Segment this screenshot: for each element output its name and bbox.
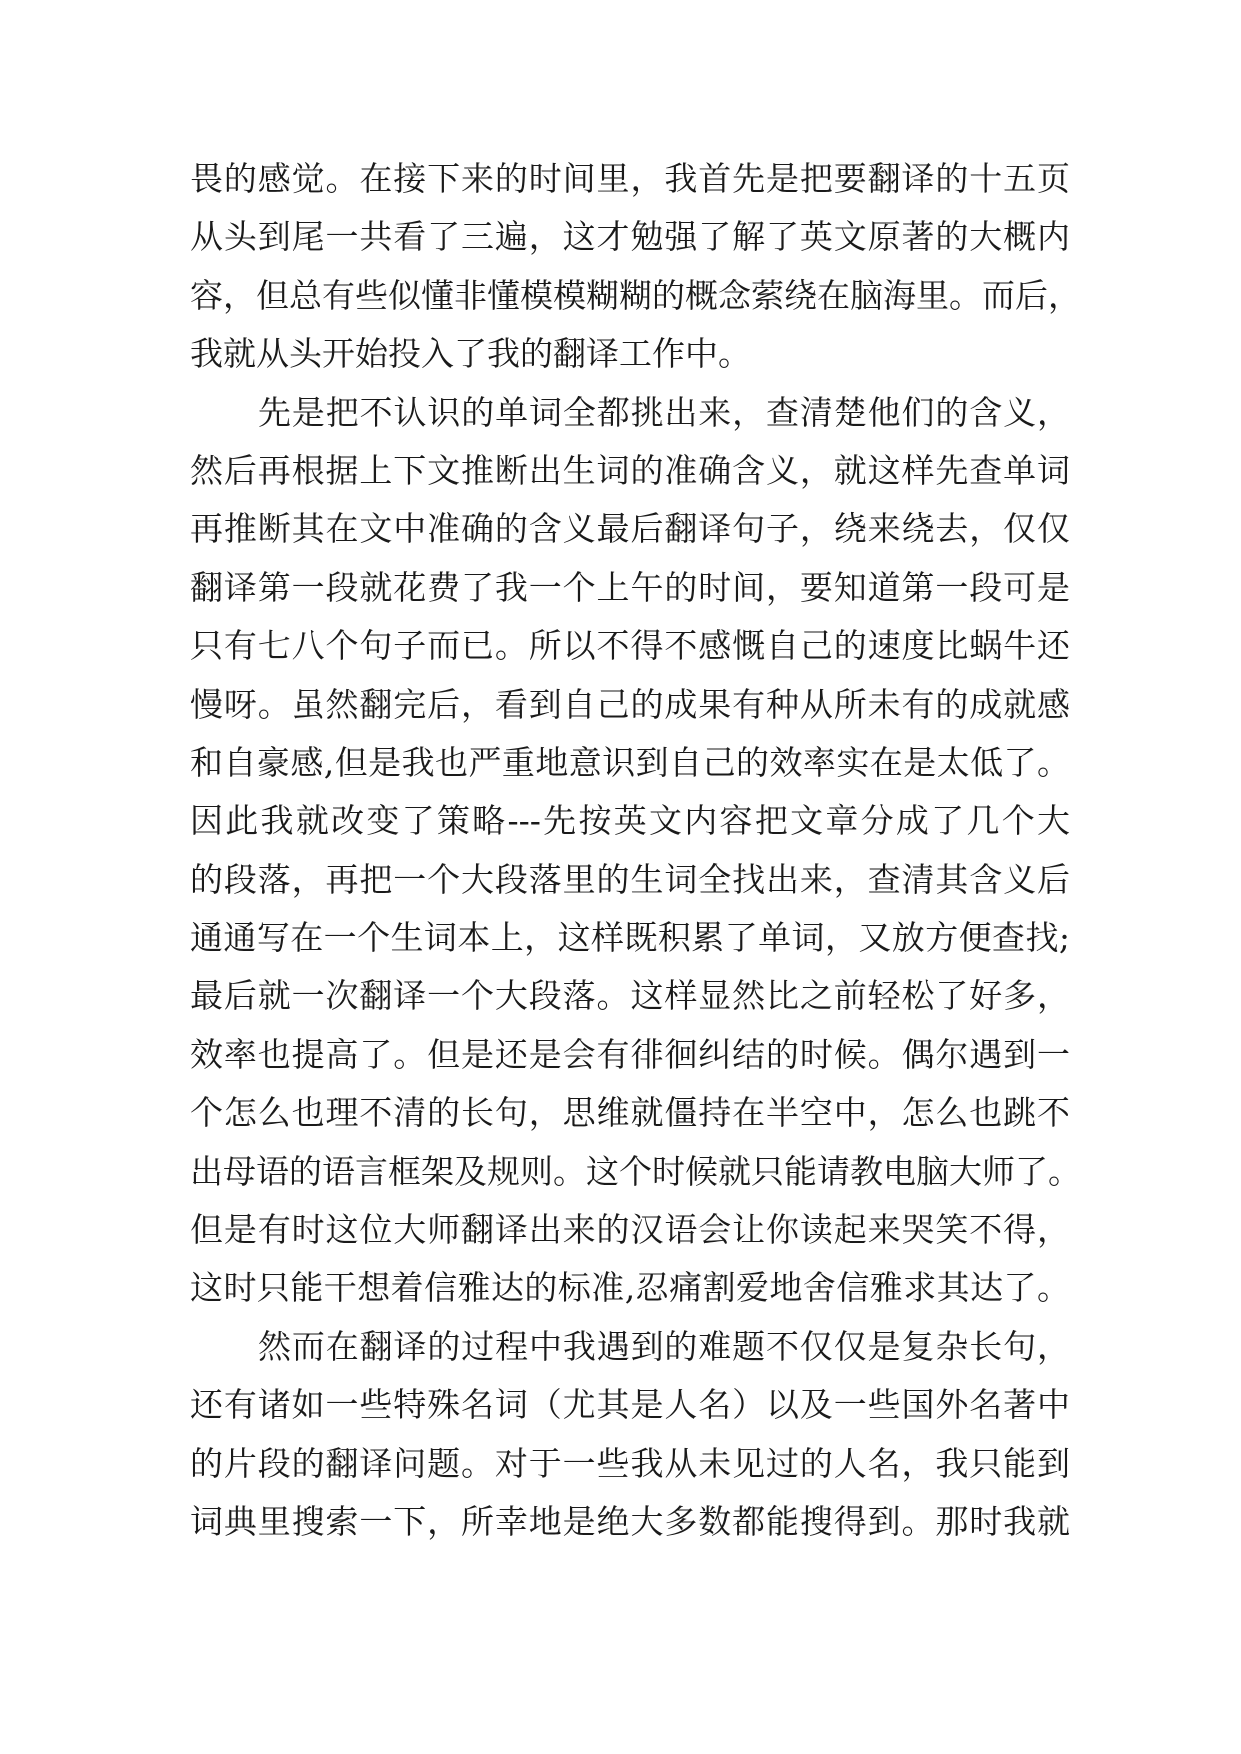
- text-line: 先是把不认识的单词全都挑出来，查清楚他们的含义，: [258, 392, 1070, 432]
- text-line: 慢呀。虽然翻完后，看到自己的成果有种从所未有的成就感: [190, 684, 1070, 724]
- text-line: 从头到尾一共看了三遍，这才勉强了解了英文原著的大概内: [190, 217, 1070, 257]
- text-line: 然后再根据上下文推断出生词的准确含义，就这样先查单词: [190, 450, 1070, 490]
- text-line: 的段落，再把一个大段落里的生词全找出来，查清其含义后: [190, 859, 1070, 899]
- text-line: 词典里搜索一下，所幸地是绝大多数都能搜得到。那时我就: [190, 1501, 1070, 1541]
- text-line: 容，但总有些似懂非懂模模糊糊的概念萦绕在脑海里。而后，: [190, 275, 1081, 315]
- body-text: [190, 150, 1081, 1551]
- text-line: 效率也提高了。但是还是会有徘徊纠结的时候。偶尔遇到一: [190, 1034, 1070, 1074]
- text-line: 通通写在一个生词本上，这样既积累了单词，又放方便查找;: [190, 918, 1070, 958]
- text-line: 的片段的翻译问题。对于一些我从未见过的人名，我只能到: [190, 1443, 1070, 1483]
- text-line: 只有七八个句子而已。所以不得不感慨自己的速度比蜗牛还: [190, 626, 1070, 666]
- text-line: 因此我就改变了策略---先按英文内容把文章分成了几个大: [190, 801, 1070, 841]
- text-line: 我就从头开始投入了我的翻译工作中。: [190, 334, 751, 374]
- text-line: 还有诸如一些特殊名词（尤其是人名）以及一些国外名著中: [190, 1385, 1070, 1425]
- text-line: 然而在翻译的过程中我遇到的难题不仅仅是复杂长句，: [258, 1326, 1070, 1366]
- text-line: 畏的感觉。在接下来的时间里，我首先是把要翻译的十五页: [190, 159, 1070, 198]
- text-line: 和自豪感,但是我也严重地意识到自己的效率实在是太低了。: [190, 742, 1070, 782]
- text-line: 再推断其在文中准确的含义最后翻译句子，绕来绕去，仅仅: [190, 509, 1070, 549]
- text-line: 翻译第一段就花费了我一个上午的时间，要知道第一段可是: [190, 567, 1070, 607]
- text-line: 出母语的语言框架及规则。这个时候就只能请教电脑大师了。: [190, 1151, 1081, 1191]
- text-line: 个怎么也理不清的长句，思维就僵持在半空中，怎么也跳不: [190, 1093, 1070, 1133]
- text-line: 这时只能干想着信雅达的标准,忍痛割爱地舍信雅求其达了。: [190, 1268, 1070, 1308]
- text-line: 但是有时这位大师翻译出来的汉语会让你读起来哭笑不得，: [190, 1210, 1070, 1250]
- text-line: 最后就一次翻译一个大段落。这样显然比之前轻松了好多，: [190, 976, 1070, 1016]
